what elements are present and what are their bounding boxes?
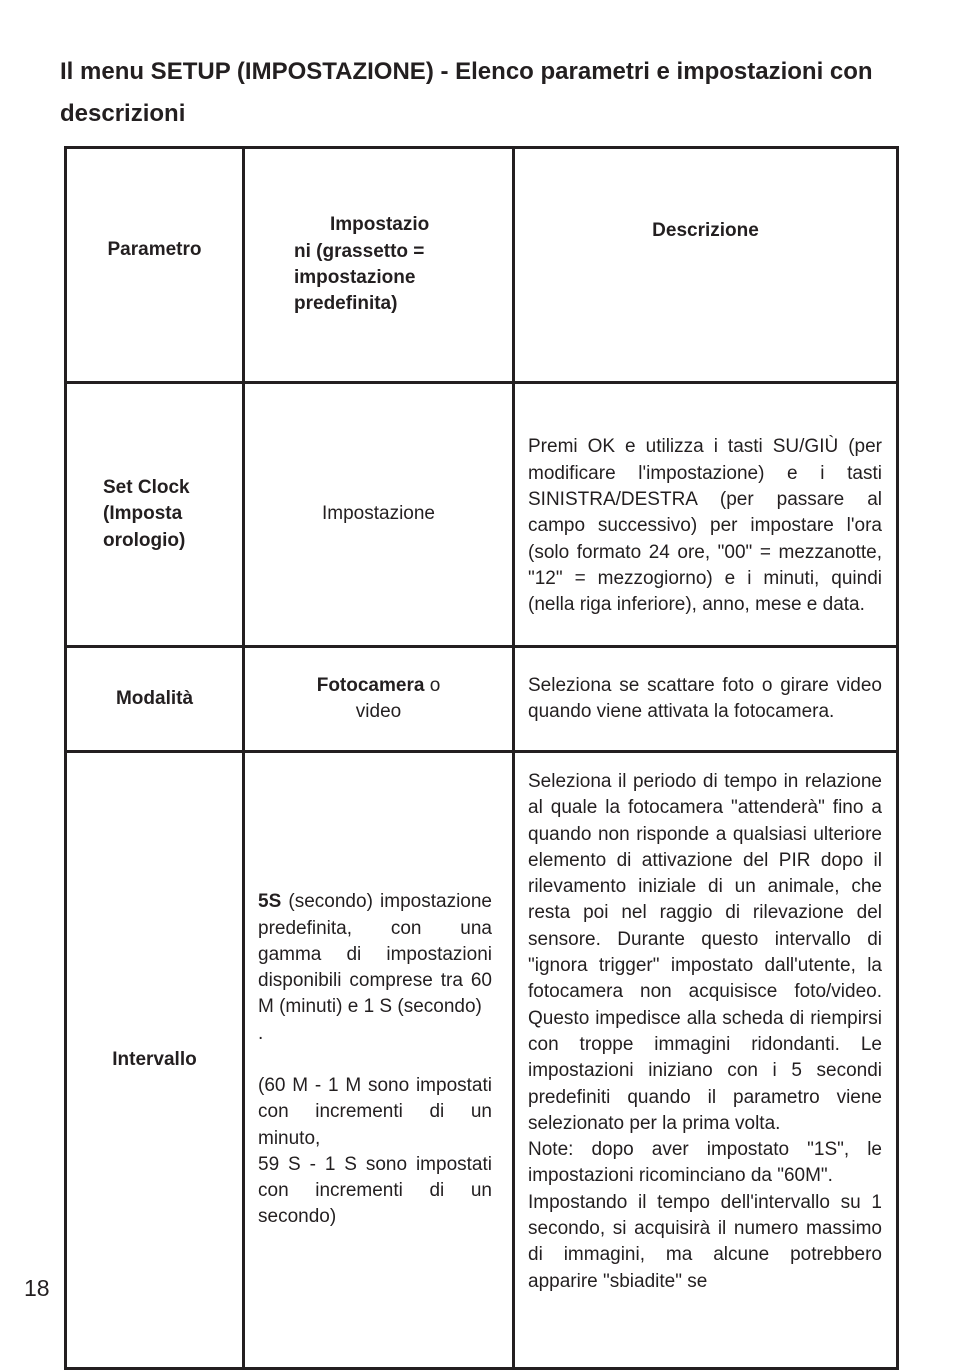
parameter-line: Set Clock — [103, 477, 190, 499]
parameters-table — [64, 146, 899, 1370]
table-row — [66, 647, 898, 752]
header-impostazioni-line: ni (grassetto = — [294, 240, 425, 262]
description-cell: Premi OK e utilizza i tasti SU/GIÙ (per modificare l'impostazione) e i tasti SINISTRA/DESTRA (per passare al campo successivo) per impostare l'ora (solo formato 24 ore, "00" = mezzanotte, "12" = mezzogiorno) e i minuti, quindi (nella riga inferiore), anno, mese e data. — [514, 383, 898, 647]
setting-text: 59 S - 1 S sono impostati con incrementi di un secondo) — [258, 1153, 492, 1228]
setting-cell — [244, 752, 514, 1369]
description-text: Impostando il tempo dell'intervallo su 1 secondo, si acquisirà il numero massimo di immagini, ma alcune potrebbero apparire "sbiadite" se — [528, 1191, 882, 1292]
description-note: Note: dopo aver impostato "1S", le impostazioni ricominciano da "60M". — [528, 1139, 882, 1187]
table-header-row — [66, 148, 898, 383]
setting-text: (secondo) impostazione predefinita, con una gamma di impostazioni disponibili comprese tra 60 M (minuti) e 1 S (secondo) — [258, 891, 492, 1018]
parameter-line: orologio) — [103, 529, 186, 551]
default-setting: 5S — [258, 891, 282, 913]
header-descrizione: Descrizione — [514, 148, 898, 383]
setting-text: . — [258, 1022, 264, 1044]
default-setting: Fotocamera — [316, 674, 425, 696]
setting-cell — [244, 647, 514, 752]
description-text: Seleziona il periodo di tempo in relazione al quale la fotocamera "attenderà" fino a quando non risponde a qualsiasi ulteriore elemento di attivazione del PIR dopo il rilevamento iniziale di un animale, che resta poi nel raggio di rilevazione del sensore. Durante questo intervallo di "ignora trigger" impostato dall'utente, la fotocamera non acquisisce foto/video. Questo impedisce alla scheda di riempirsi con troppe immagini ridondanti. Le impostazioni iniziano con i 5 secondi predefiniti quando il parametro viene selezionato per la prima volta. — [528, 771, 882, 1134]
page-number: 18 — [24, 1275, 50, 1301]
parameter-cell: Modalità — [66, 647, 244, 752]
header-impostazioni-line: impostazione — [294, 267, 416, 288]
description-cell: Seleziona se scattare foto o girare video quando viene attivata la fotocamera. — [514, 647, 898, 752]
header-impostazioni-line: Impostazio — [330, 214, 430, 236]
setting-cell: Impostazione — [244, 383, 514, 647]
header-impostazioni-line: predefinita) — [294, 293, 398, 315]
setting-text: video — [355, 701, 402, 722]
page-title: Il menu SETUP (IMPOSTAZIONE) - Elenco parametri e impostazioni con descrizioni — [60, 58, 873, 127]
header-parametro: Parametro — [66, 148, 244, 383]
parameter-cell — [66, 383, 244, 647]
parameter-line: (Imposta — [103, 503, 183, 525]
header-impostazioni — [244, 148, 514, 383]
parameter-cell: Intervallo — [66, 752, 244, 1369]
setting-text: o — [424, 674, 441, 696]
table-row — [66, 383, 898, 647]
setting-text: (60 M - 1 M sono impostati con incrementi di un minuto, — [258, 1075, 492, 1149]
table-row — [66, 752, 898, 1369]
description-cell — [514, 752, 898, 1369]
